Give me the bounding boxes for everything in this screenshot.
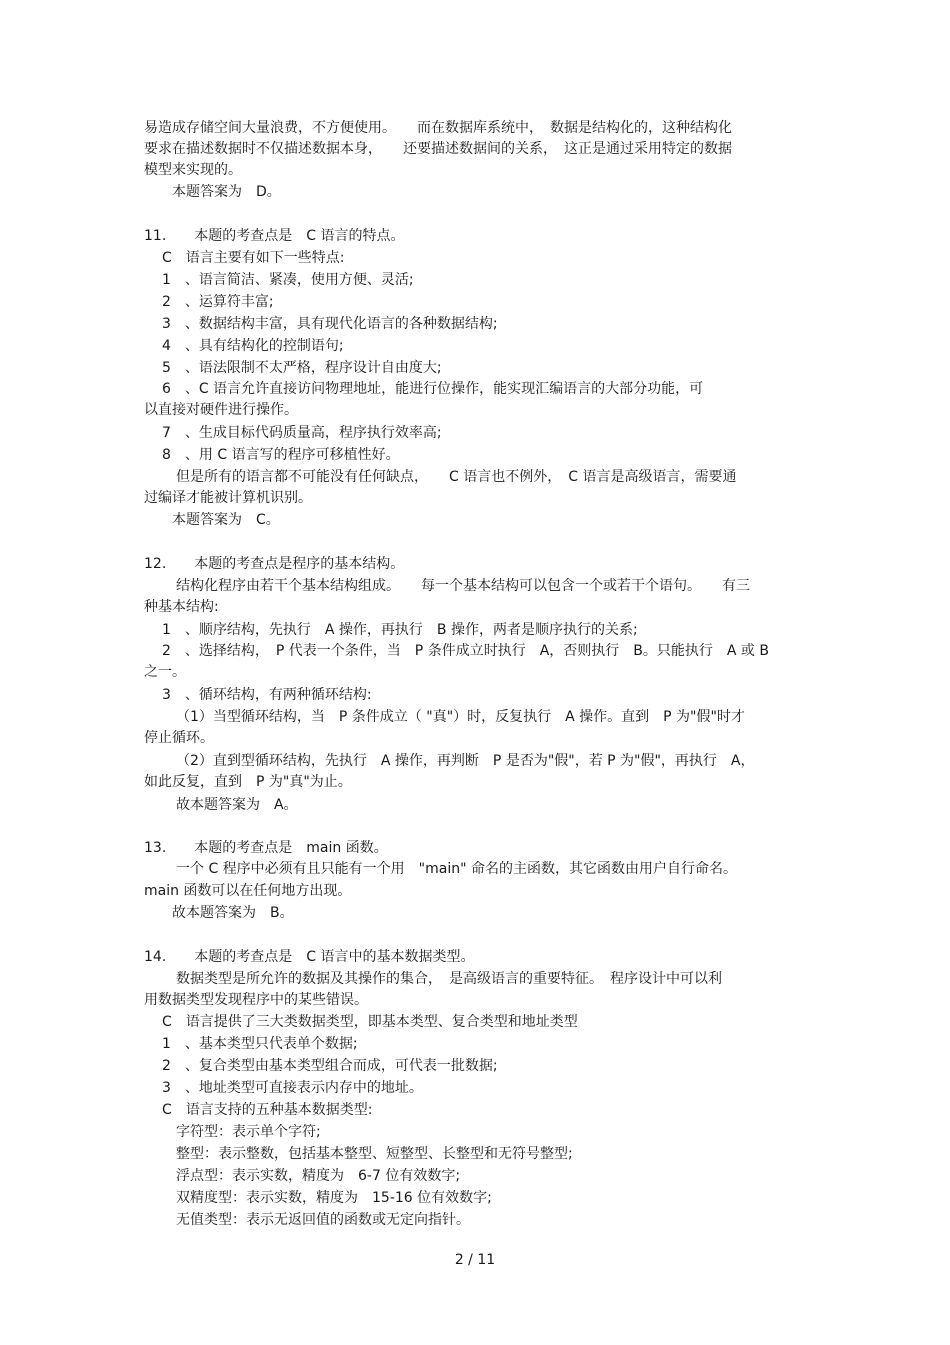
list-item: 1 、顺序结构，先执行 A 操作，再执行 B 操作，两者是顺序执行的关系;: [162, 622, 638, 638]
text-line: 以直接对硬件进行操作。: [144, 402, 298, 418]
list-item: 7 、生成目标代码质量高，程序执行效率高;: [162, 425, 442, 441]
text-line: 要求在描述数据时不仅描述数据本身， 还要描述数据间的关系， 这正是通过采用特定的数据: [144, 141, 732, 157]
list-item: 3 、数据结构丰富，具有现代化语言的各种数据结构;: [162, 316, 498, 332]
text-line: （1）当型循环结构，当 P 条件成立（ "真"）时，反复执行 A 操作。直到 P 为"假"时才: [176, 709, 745, 725]
text-line: 如此反复，直到 P 为"真"为止。: [144, 774, 352, 790]
page-number: 2 / 11: [454, 1252, 496, 1268]
list-item: 2 、选择结构， P 代表一个条件，当 P 条件成立时执行 A，否则执行 B。只能执行 A 或 B: [162, 643, 769, 659]
list-item: 1 、基本类型只代表单个数据;: [162, 1036, 358, 1052]
list-item: 1 、语言简洁、紧凑，使用方便、灵活;: [162, 272, 414, 288]
question-heading: 14. 本题的考查点是 C 语言中的基本数据类型。: [144, 949, 475, 965]
text-line: 一个 C 程序中必须有且只能有一个用 "main" 命名的主函数，其它函数由用户自行命名。: [176, 861, 737, 877]
list-item: 8 、用 C 语言写的程序可移植性好。: [162, 447, 400, 463]
text-line: 但是所有的语言都不可能没有任何缺点， C 语言也不例外， C 语言是高级语言，需要通: [176, 469, 737, 485]
list-item: 3 、循环结构，有两种循环结构:: [162, 687, 372, 703]
list-item: 2 、复合类型由基本类型组合而成，可代表一批数据;: [162, 1058, 498, 1074]
text-line: 结构化程序由若干个基本结构组成。 每一个基本结构可以包含一个或若干个语句。 有三: [176, 578, 750, 594]
text-line: C 语言支持的五种基本数据类型:: [162, 1102, 373, 1118]
answer-line: 故本题答案为 B。: [172, 905, 294, 921]
type-item: 字符型：表示单个字符;: [176, 1124, 321, 1140]
text-line: C 语言主要有如下一些特点:: [162, 250, 345, 266]
answer-line: 本题答案为 C。: [172, 512, 280, 528]
question-heading: 13. 本题的考查点是 main 函数。: [144, 840, 388, 856]
text-line: 种基本结构:: [144, 599, 219, 615]
text-line: C 语言提供了三大类数据类型，即基本类型、复合类型和地址类型: [162, 1014, 578, 1030]
list-item: 3 、地址类型可直接表示内存中的地址。: [162, 1080, 423, 1096]
list-item: 5 、语法限制不太严格，程序设计自由度大;: [162, 360, 442, 376]
text-line: main 函数可以在任何地方出现。: [144, 883, 352, 899]
list-item: 4 、具有结构化的控制语句;: [162, 338, 344, 354]
text-line: 用数据类型发现程序中的某些错误。: [144, 992, 368, 1008]
list-item: 2 、运算符丰富;: [162, 294, 274, 310]
text-line: 停止循环。: [144, 730, 214, 746]
type-item: 浮点型：表示实数，精度为 6-7 位有效数字;: [176, 1168, 461, 1184]
type-item: 整型：表示整数，包括基本整型、短整型、长整型和无符号整型;: [176, 1146, 573, 1162]
text-line: （2）直到型循环结构，先执行 A 操作，再判断 P 是否为"假"，若 P 为"假"，再执行 A，: [176, 753, 755, 769]
answer-line: 故本题答案为 A。: [176, 797, 298, 813]
text-line: 模型来实现的。: [144, 162, 242, 178]
text-line: 过编译才能被计算机识别。: [144, 490, 312, 506]
text-line: 易造成存储空间大量浪费，不方便使用。 而在数据库系统中， 数据是结构化的，这种结构化: [144, 120, 732, 136]
question-heading: 12. 本题的考查点是程序的基本结构。: [144, 556, 405, 572]
text-line: 之一。: [144, 664, 186, 680]
text-line: 数据类型是所允许的数据及其操作的集合， 是高级语言的重要特征。 程序设计中可以利: [176, 971, 722, 987]
type-item: 无值类型：表示无返回值的函数或无定向指针。: [176, 1212, 470, 1228]
list-item: 6 、C 语言允许直接访问物理地址，能进行位操作，能实现汇编语言的大部分功能，可: [162, 381, 704, 397]
answer-line: 本题答案为 D。: [172, 184, 281, 200]
type-item: 双精度型：表示实数，精度为 15-16 位有效数字;: [176, 1190, 492, 1206]
question-heading: 11. 本题的考查点是 C 语言的特点。: [144, 228, 405, 244]
